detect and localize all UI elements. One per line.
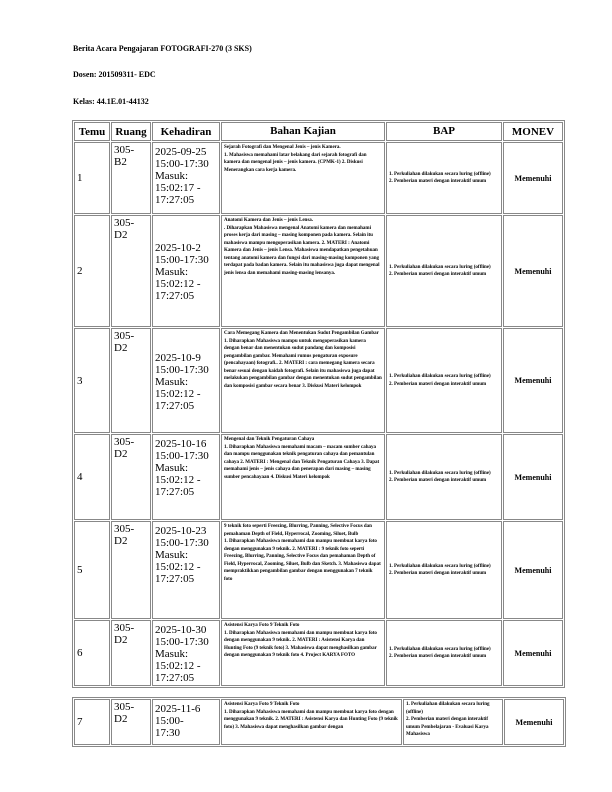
cell-kehadiran: 2025-10-30 15:00-17:30 Masuk: 15:02:12 - 17:27:05 — [155, 624, 209, 684]
cell-kehadiran: 2025-09-25 15:00-17:30 Masuk: 15:02:17 - 17:27:05 — [155, 146, 209, 206]
table-header-row — [74, 122, 563, 141]
cell-ruang: 305- D2 — [114, 622, 135, 646]
cell-temu: 1 — [74, 142, 110, 214]
cell-monev: Memenuhi — [503, 215, 563, 327]
cell-bahan-kajian: 9 teknik foto seperti Freezing, Blurring, Panning, Selective Focus dan pemahaman Depth of Field, Hyperrocal, Zooming, Siluet, Bulb 1. Diharapkan Mahasiswa memahami dan mampu membuat karya foto dengan menggunakan 9 teknik. 2. MATERI : 9 teknik foto seperti Freezing, Blurring, Panning, Selective Focus dan pemahaman Depth of Field, Hyperrocal, Zooming, Siluet, Bulb dan Sketch. 3. Mahasiswa dapat mempraktikkan pengambilan gambar dengan menggunakan 7 teknik foto — [224, 524, 381, 582]
table-row — [74, 215, 563, 327]
cell-monev: Memenuhi — [503, 434, 563, 520]
cell-bap: 1. Perkuliahan dilakukan secara luring (offline) 2. Pemberian materi dengan interaktif umum — [389, 563, 491, 576]
cell-bahan-kajian: Sejarah Fotografi dan Mengenal Jenis – jenis Kamera. 1. Mahasiswa memahami latar belakang dari sejarah fotografi dan kamera dan mengenal jenis – jenis kamera. (CPMK-1) 2. Diskusi Menerangkan cara kerja kamera. — [224, 145, 367, 173]
table-row — [74, 521, 563, 619]
table-row — [74, 434, 563, 520]
column-header-bap: BAP — [386, 122, 502, 141]
cell-temu: 6 — [74, 620, 110, 686]
cell-monev: Memenuhi — [503, 328, 563, 433]
cell-ruang: 305- D2 — [114, 436, 135, 460]
cell-kehadiran: 2025-10-2 15:00-17:30 Masuk: 15:02:12 - 17:27:05 — [155, 242, 209, 302]
cell-temu: 7 — [74, 699, 110, 745]
cell-temu: 3 — [74, 328, 110, 433]
table-row — [74, 142, 563, 214]
cell-monev: Memenuhi — [503, 142, 563, 214]
cell-temu: 5 — [74, 521, 110, 619]
column-header-ruang: Ruang — [111, 122, 151, 141]
cell-kehadiran: 2025-10-9 15:00-17:30 Masuk: 15:02:12 - 17:27:05 — [155, 351, 209, 412]
cell-ruang: 305- D2 — [114, 701, 135, 725]
cell-bahan-kajian: Mengenal dan Teknik Pengaturan Cahaya 1. Diharapkan Mahasiswa memahami macam – macam sumber cahaya dan mampu menggunakan teknik pengaturan cahaya dan pemantulan cahaya 2. MATERI : Mengenal dan Teknik Pengaturan Cahaya 3. Dapat memahami jenis – jenis cahaya dan penerapan dari masing – masing sumber pencahayaan 4. Diskusi Materi kelompok — [224, 437, 380, 480]
cell-ruang: 305- D2 — [114, 330, 135, 354]
cell-bap: 1. Perkuliahan dilakukan secara luring (offline) 2. Pemberian materi dengan interaktif umum — [389, 646, 491, 659]
cell-bahan-kajian: Asistensi Karya Foto 9 Teknik Foto 1. Diharapkan Mahasiswa memahami dan mampu membuat karya foto dengan menggunakan 9 teknik. 2. MATERI : Asistensi Karya dan Hunting Foto (9 teknik foto) 3. Mahasiswa dapat menghasilkan gambar dengan — [224, 702, 398, 730]
column-header-temu: Temu — [74, 122, 110, 141]
table-row — [74, 328, 563, 433]
cell-bap: 1. Perkuliahan dilakukan secara luring (offline) 2. Pemberian materi dengan interaktif umum — [389, 171, 491, 184]
cell-kehadiran: 2025-10-16 15:00-17:30 Masuk: 15:02:12 - 17:27:05 — [155, 438, 209, 498]
cell-bap: 1. Perkuliahan dilakukan secara luring (offline) 2. Pemberian materi dengan interaktif umum Pembelajaran - Evaluasi Karya Mahasiswa — [406, 702, 490, 737]
cell-ruang: 305- D2 — [114, 523, 135, 547]
cell-bahan-kajian: Asistensi Karya Foto 9 Teknik Foto 1. Diharapkan Mahasiswa memahami dan mampu membuat karya foto dengan menggunakan 9 teknik. 2. MATERI : Asistensi Karya dan Hunting Foto (9 teknik foto) 3. Mahasiswa dapat menghasilkan gambar dengan menggunakan 9 teknik foto 4. Project KARYA FOTO — [224, 623, 377, 658]
teaching-record-table-continued — [72, 697, 566, 747]
column-header-kehadiran: Kehadiran — [152, 122, 220, 141]
cell-bap: 1. Perkuliahan dilakukan secara luring (offline) 2. Pemberian materi dengan interaktif umum — [389, 470, 491, 483]
cell-bap: 1. Perkuliahan dilakukan secara luring (offline) 2. Pemberian materi dengan interaktif umum — [389, 264, 491, 277]
cell-monev: Memenuhi — [503, 521, 563, 619]
table-row — [74, 620, 563, 686]
cell-temu: 2 — [74, 215, 110, 327]
lecturer-label: Dosen: 201509311- EDC — [73, 70, 156, 79]
column-header-monev: MONEV — [503, 122, 563, 141]
cell-ruang: 305- B2 — [114, 144, 135, 168]
column-header-bahan-kajian: Bahan Kajian — [221, 122, 385, 141]
cell-bahan-kajian: Cara Memegang Kamera dan Menentukan Sudut Pengambilan Gambar 1. Diharapkan Mahasiswa mampu untuk mengoperasikan kamera dengan benar dan menentukan sudut pandang dan komposisi pengambilan gambar. Memahami rumus pengaturan exposure (pencahayaan) fotografi.. 2. MATERI : cara memegang kamera secara benar sesuai dengan kaidah fotografi. Selain itu mahasiswa juga dapat melakukan pengambilan gambar dengan menentukan sudut pengambilan dan komposisi gambar secara benar 3. Diskusi Materi kelompok — [224, 331, 382, 389]
cell-monev: Memenuhi — [503, 620, 563, 686]
cell-ruang: 305- D2 — [114, 217, 135, 241]
cell-bahan-kajian: Anatomi Kamera dan Jenis – jenis Lensa. . Diharapkan Mahasiswa mengenal Anatomi kamera dan memahami proses kerja dari masing – masing komponen pada kamera. Selain itu mahasiswa mampu mengoperasikan kamera. 2. MATERI : Anatomi Kamera dan Jenis – jenis Lensa. Mahasiswa mendapatkan pengetahuan tentang anatomi kamera dan fungsi dari masing-masing komponen yang terdapat pada badan kamera. Selain itu mahasiswa juga dapat mengenal jenis lensa dan memahami masing-masing lensanya. — [224, 218, 380, 276]
table-row — [74, 699, 564, 745]
document-title: Berita Acara Pengajaran FOTOGRAFI-270 (3 SKS) — [73, 44, 252, 53]
class-label: Kelas: 44.1E.01-44132 — [73, 97, 149, 106]
cell-temu: 4 — [74, 434, 110, 520]
teaching-record-table — [72, 120, 565, 688]
cell-kehadiran: 2025-10-23 15:00-17:30 Masuk: 15:02:12 - 17:27:05 — [155, 525, 209, 585]
cell-kehadiran: 2025-11-6 15:00- 17:30 — [155, 703, 201, 739]
cell-monev: Memenuhi — [504, 699, 564, 745]
cell-bap: 1. Perkuliahan dilakukan secara luring (offline) 2. Pemberian materi dengan interaktif umum — [389, 374, 491, 387]
